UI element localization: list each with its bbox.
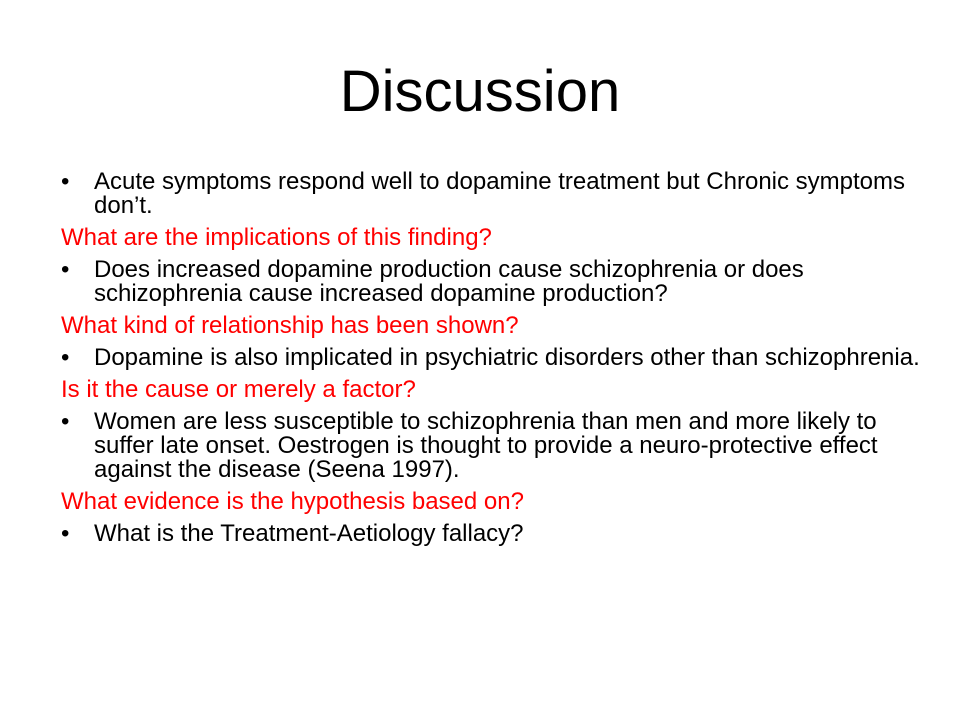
discussion-question: What kind of relationship has been shown? (61, 312, 519, 339)
bullet-item (61, 170, 921, 218)
bullet-text: Does increased dopamine production cause schizophrenia or does schizophrenia cause increased dopamine production? (94, 256, 804, 307)
bullet-item (61, 258, 921, 306)
discussion-question: What evidence is the hypothesis based on? (61, 488, 524, 515)
bullet-item (61, 410, 921, 482)
slide-title: Discussion (339, 59, 621, 124)
bullet-dot-icon: • (61, 256, 70, 283)
discussion-question: What are the implications of this finding? (61, 224, 492, 251)
bullet-text: Women are less susceptible to schizophrenia than men and more likely to suffer late onset. Oestrogen is thought to provide a neuro-protective effect against the disease (Seena 1997). (94, 408, 878, 483)
bullet-text: What is the Treatment-Aetiology fallacy? (94, 520, 524, 547)
bullet-text: Acute symptoms respond well to dopamine treatment but Chronic symptoms don’t. (94, 168, 906, 219)
bullet-text: Dopamine is also implicated in psychiatric disorders other than schizophrenia. (94, 344, 920, 371)
bullet-dot-icon: • (61, 520, 70, 547)
slide-content (61, 170, 921, 554)
discussion-question: Is it the cause or merely a factor? (61, 376, 416, 403)
bullet-item (61, 346, 921, 370)
bullet-item (61, 522, 921, 546)
bullet-dot-icon: • (61, 408, 70, 435)
bullet-dot-icon: • (61, 344, 70, 371)
bullet-dot-icon: • (61, 168, 70, 195)
